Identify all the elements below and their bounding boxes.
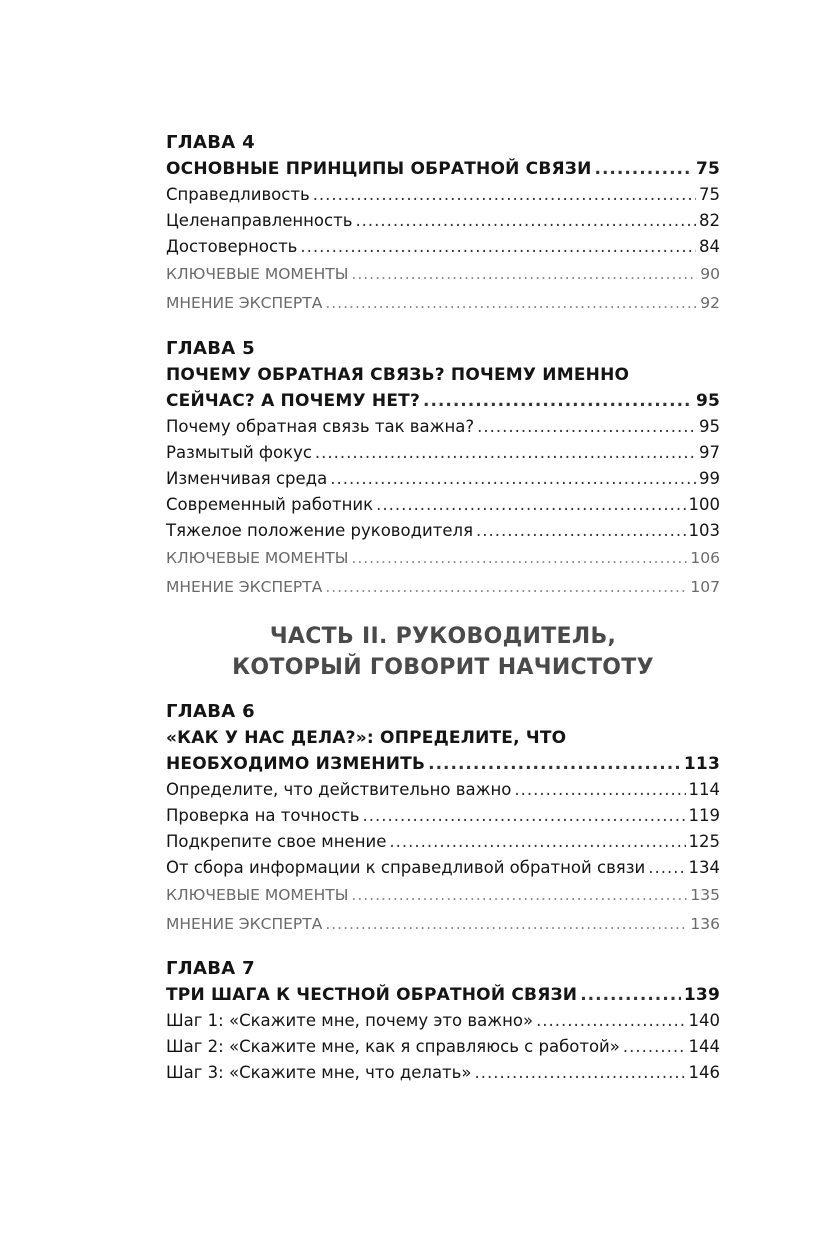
expert-opinion-entry[interactable] [166,573,720,602]
key-points-entry[interactable] [166,544,720,573]
entry-page: 97 [699,443,720,462]
entry-title: Шаг 1: «Скажите мне, почему это важно» [166,1011,534,1030]
dot-leader [325,289,697,318]
entry-title: Подкрепите свое мнение [166,832,387,851]
entry-page: 84 [699,237,720,256]
dot-leader [351,881,687,910]
chapter-title-entry[interactable] [166,156,720,182]
toc-entry[interactable] [166,1060,720,1086]
entry-page: 134 [688,858,720,877]
dot-leader [428,751,681,777]
dot-leader [514,777,685,803]
entry-title: МНЕНИЕ ЭКСПЕРТА [166,294,323,312]
chapter-label: ГЛАВА 7 [166,958,255,979]
dot-leader [389,829,685,855]
key-points-entry[interactable] [166,881,720,910]
dot-leader [536,1008,685,1034]
chapter-7 [166,956,720,1086]
entry-title: ТРИ ШАГА К ЧЕСТНОЙ ОБРАТНОЙ СВЯЗИ [166,985,578,1005]
entry-title: Изменчивая среда [166,469,328,488]
entry-page: 103 [688,521,720,540]
entry-title: МНЕНИЕ ЭКСПЕРТА [166,578,323,596]
chapter-4 [166,130,720,318]
part-heading [166,621,720,683]
expert-opinion-entry[interactable] [166,289,720,318]
entry-page: 140 [688,1011,720,1030]
chapter-title-line: ПОЧЕМУ ОБРАТНАЯ СВЯЗЬ? ПОЧЕМУ ИМЕННО [166,365,630,385]
entry-title: КЛЮЧЕВЫЕ МОМЕНТЫ [166,549,349,567]
entry-title: Шаг 2: «Скажите мне, как я справляюсь с работой» [166,1037,620,1056]
dot-leader [363,803,686,829]
dot-leader [623,1034,686,1060]
entry-page: 135 [690,886,720,904]
entry-title: Справедливость [166,185,310,204]
entry-page: 107 [690,578,720,596]
entry-title: От сбора информации к справедливой обратной связи [166,858,646,877]
chapter-5 [166,336,720,602]
dot-leader [313,182,696,208]
entry-page: 146 [688,1063,720,1082]
entry-page: 125 [688,832,720,851]
entry-page: 113 [683,754,720,774]
entry-page: 114 [688,780,720,799]
entry-page: 106 [690,549,720,567]
toc-entry[interactable] [166,492,720,518]
expert-opinion-entry[interactable] [166,910,720,939]
entry-title: Достоверность [166,237,298,256]
dot-leader [423,388,693,414]
entry-title: Проверка на точность [166,806,360,825]
key-points-entry[interactable] [166,260,720,289]
entry-page: 90 [700,265,720,283]
entry-title: Шаг 3: «Скажите мне, что делать» [166,1063,472,1082]
entry-title: СЕЙЧАС? А ПОЧЕМУ НЕТ? [166,391,421,411]
toc-entry[interactable] [166,440,720,466]
part-heading-line-2: КОТОРЫЙ ГОВОРИТ НАЧИСТОТУ [232,655,654,680]
toc-entry[interactable] [166,803,720,829]
entry-title: МНЕНИЕ ЭКСПЕРТА [166,915,323,933]
dot-leader [580,982,681,1008]
dot-leader [330,466,696,492]
dot-leader [351,544,687,573]
dot-leader [474,1060,685,1086]
entry-title: Размытый фокус [166,443,312,462]
entry-page: 75 [699,185,720,204]
dot-leader [325,573,687,602]
toc-entry[interactable] [166,234,720,260]
entry-page: 144 [688,1037,720,1056]
chapter-title-entry[interactable] [166,388,720,414]
chapter-title-line: «КАК У НАС ДЕЛА?»: ОПРЕДЕЛИТЕ, ЧТО [166,728,567,748]
toc-entry[interactable] [166,1008,720,1034]
entry-page: 82 [699,211,720,230]
toc-entry[interactable] [166,208,720,234]
toc-entry[interactable] [166,855,720,881]
entry-title: НЕОБХОДИМО ИЗМЕНИТЬ [166,754,426,774]
entry-title: Современный работник [166,495,374,514]
toc-entry[interactable] [166,777,720,803]
dot-leader [476,518,686,544]
chapter-label: ГЛАВА 6 [166,701,255,722]
chapter-label: ГЛАВА 4 [166,132,255,153]
entry-page: 100 [688,495,720,514]
entry-page: 139 [683,985,720,1005]
dot-leader [648,855,685,881]
dot-leader [351,260,697,289]
toc-entry[interactable] [166,466,720,492]
dot-leader [325,910,687,939]
toc-entry[interactable] [166,414,720,440]
toc-entry[interactable] [166,518,720,544]
part-heading-line-1: ЧАСТЬ II. РУКОВОДИТЕЛЬ, [269,624,617,649]
dot-leader [315,440,696,466]
entry-page: 75 [695,159,720,179]
dot-leader [376,492,685,518]
toc-entry[interactable] [166,829,720,855]
dot-leader [477,414,696,440]
dot-leader [355,208,696,234]
chapter-title-entry[interactable] [166,982,720,1008]
entry-title: Почему обратная связь так важна? [166,417,475,436]
toc-entry[interactable] [166,182,720,208]
dot-leader [300,234,696,260]
dot-leader [595,156,693,182]
entry-title: Тяжелое положение руководителя [166,521,473,540]
entry-title: ОСНОВНЫЕ ПРИНЦИПЫ ОБРАТНОЙ СВЯЗИ [166,159,592,179]
entry-title: Определите, что действительно важно [166,780,512,799]
entry-page: 92 [700,294,720,312]
chapter-title-entry[interactable] [166,751,720,777]
toc-entry[interactable] [166,1034,720,1060]
entry-page: 95 [699,417,720,436]
entry-title: КЛЮЧЕВЫЕ МОМЕНТЫ [166,265,349,283]
entry-title: КЛЮЧЕВЫЕ МОМЕНТЫ [166,886,349,904]
entry-page: 99 [699,469,720,488]
entry-page: 95 [695,391,720,411]
chapter-label: ГЛАВА 5 [166,338,255,359]
entry-title: Целенаправленность [166,211,353,230]
chapter-6 [166,699,720,939]
entry-page: 119 [688,806,720,825]
entry-page: 136 [690,915,720,933]
